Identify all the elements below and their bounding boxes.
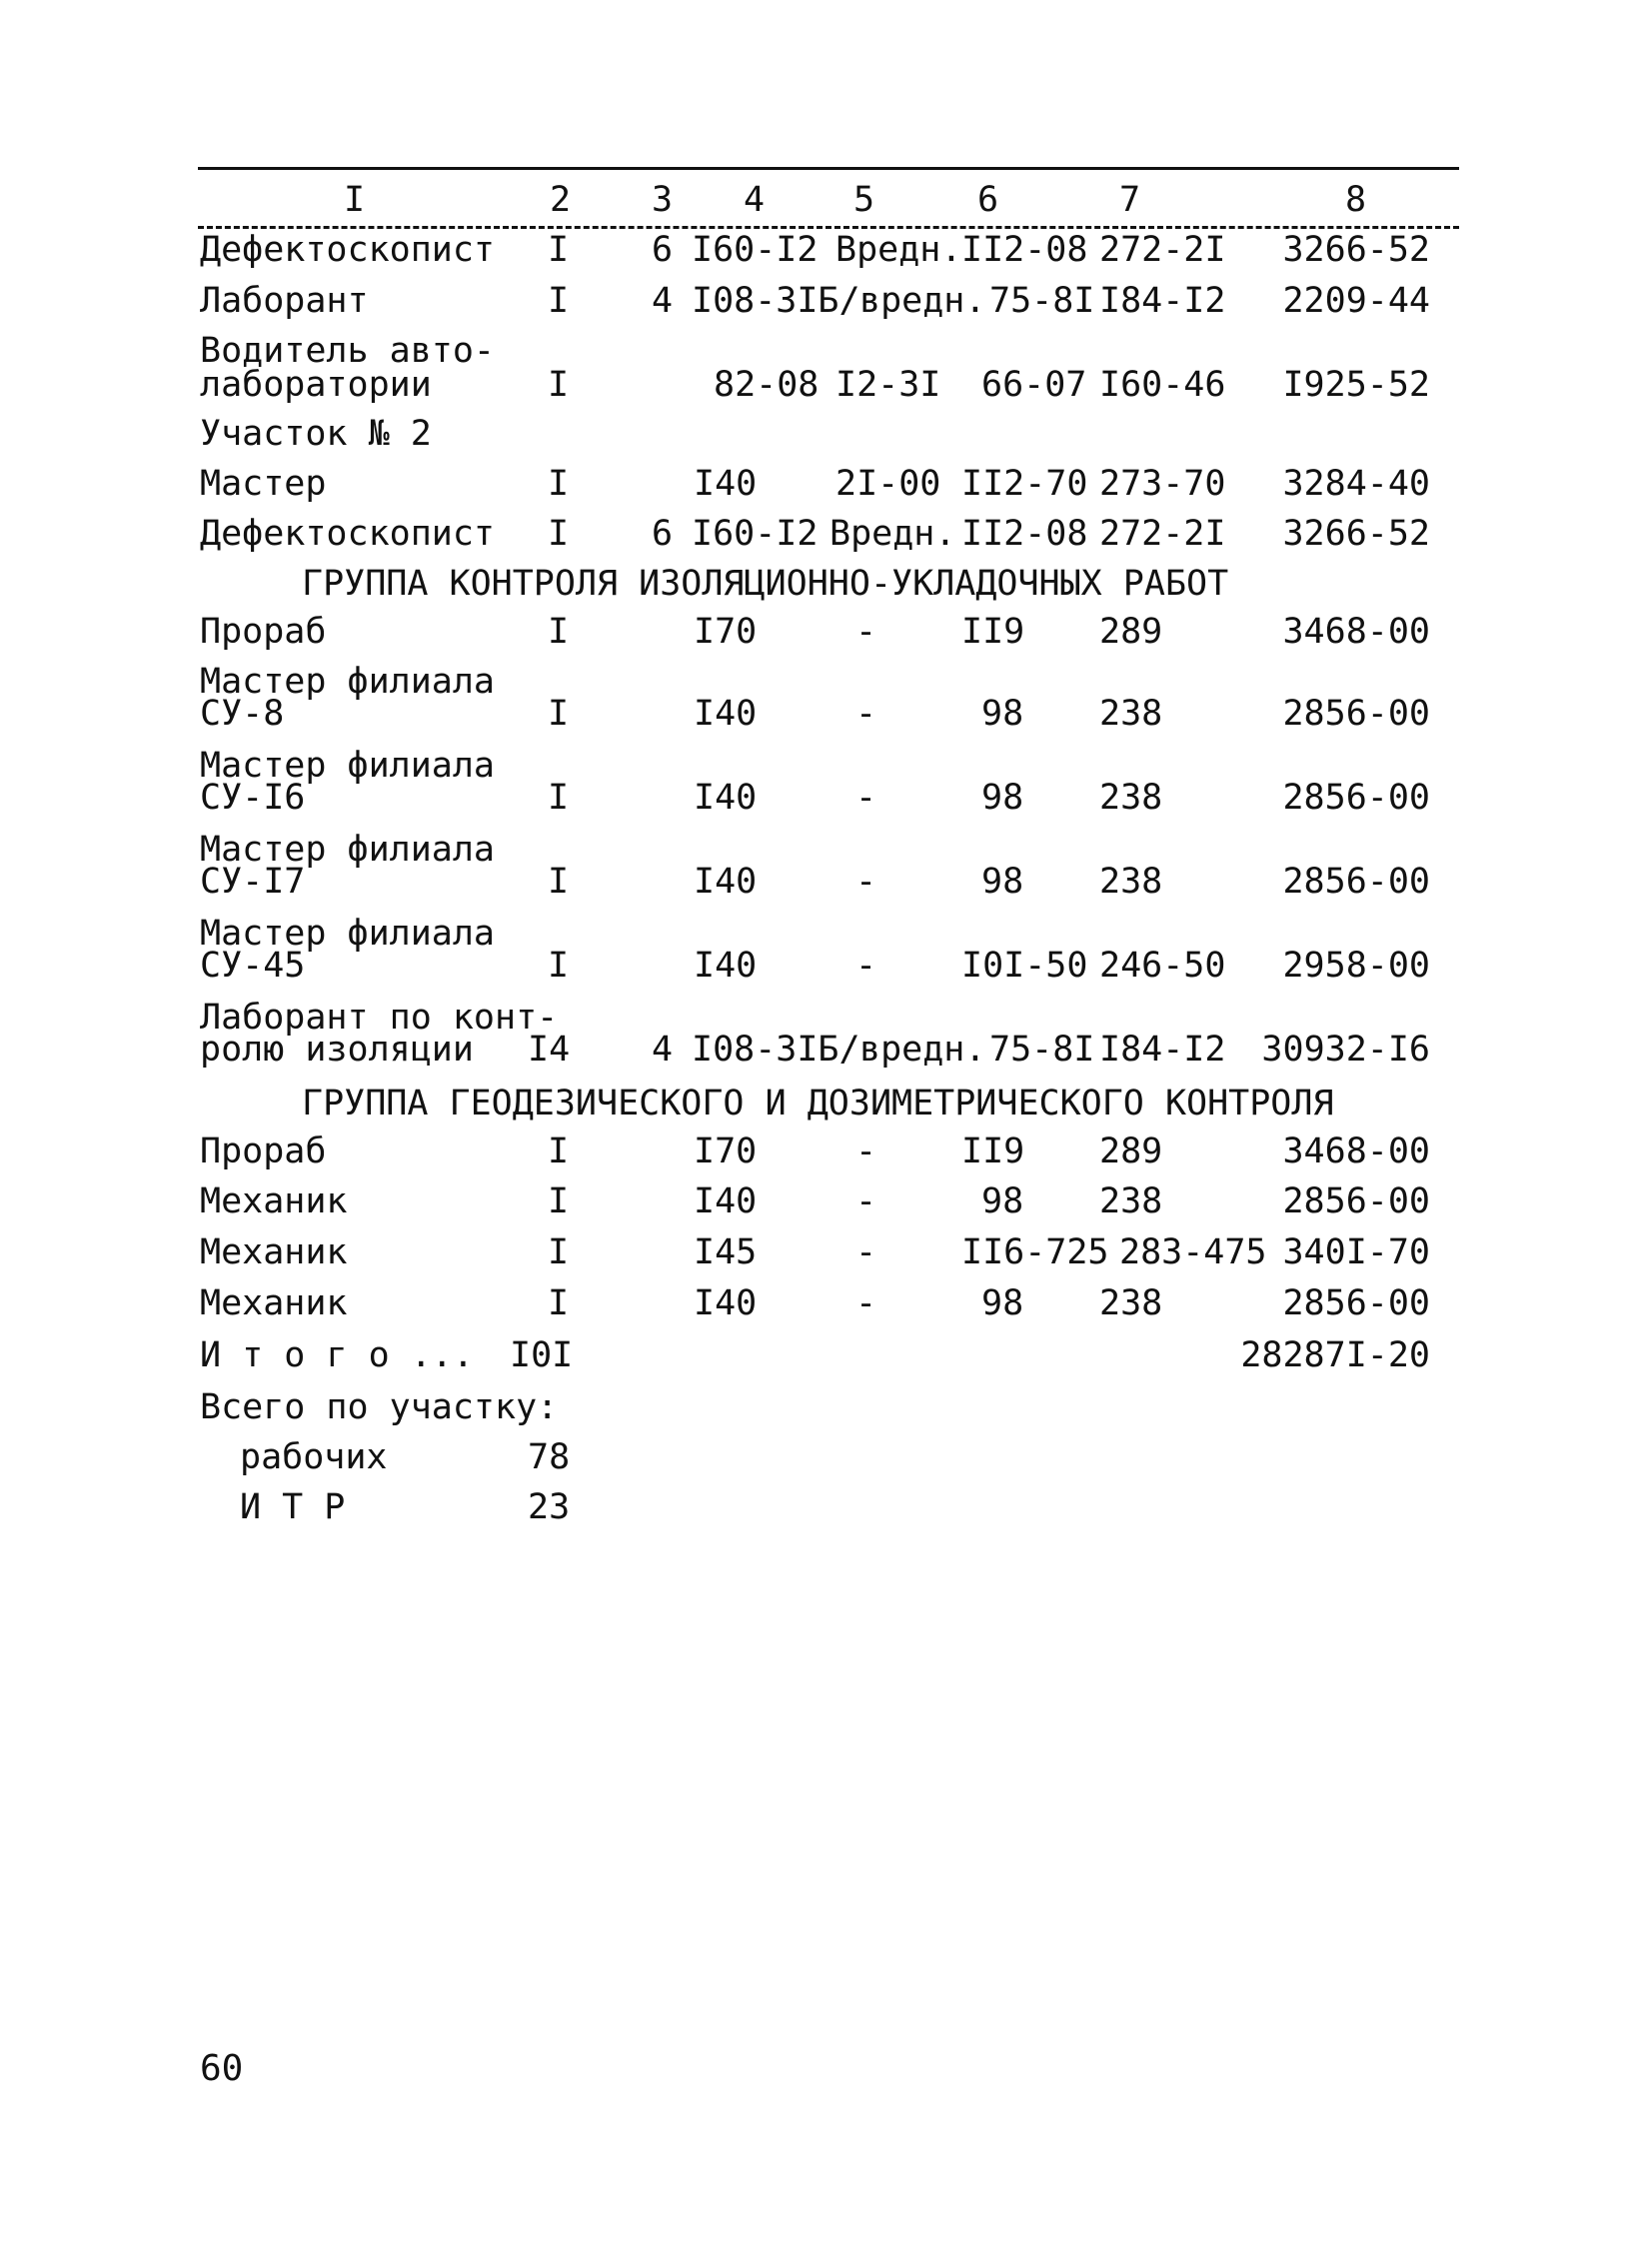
row-c4: I40 <box>694 1181 758 1221</box>
row-c4: I40 <box>694 694 758 734</box>
row-name-line2: СУ-I6 <box>200 778 306 818</box>
row-c8: 3266-52 <box>1282 514 1430 554</box>
row-c7: 283-475 <box>1119 1232 1267 1272</box>
row-c2: I <box>548 612 570 652</box>
row-c2: I <box>548 946 570 986</box>
top-rule <box>198 167 1459 170</box>
row-c3: 6 <box>652 514 674 554</box>
row-c6: 75-8I <box>989 1030 1095 1070</box>
row-c7: 238 <box>1099 778 1163 818</box>
row-c5: - <box>855 1131 877 1171</box>
row-name: Водитель авто- <box>200 331 496 371</box>
summary-title: Всего по участку: <box>200 1387 559 1427</box>
row-c4: I08-3IБ/ <box>692 1030 860 1070</box>
row-c6: 98 <box>981 1283 1024 1323</box>
itr-label: И Т Р <box>240 1487 346 1527</box>
row-name-line2: ролю изоляции <box>200 1030 474 1070</box>
row-c2: I <box>548 464 570 504</box>
row-c4: 82-08 <box>714 365 820 405</box>
total-sum: 28287I-20 <box>1240 1335 1430 1375</box>
row-c4: I70 <box>694 1131 758 1171</box>
row-c2: I <box>548 1131 570 1171</box>
row-c5: - <box>855 1232 877 1272</box>
row-c7: 289 <box>1099 612 1163 652</box>
col-header-7: 7 <box>1119 180 1141 220</box>
row-c8: I925-52 <box>1282 365 1430 405</box>
row-name: Участок № 2 <box>200 414 432 454</box>
row-c4: I45 <box>694 1232 758 1272</box>
row-c3: 4 <box>652 1030 674 1070</box>
row-c8: 340I-70 <box>1282 1232 1430 1272</box>
page-number: 60 <box>200 2048 244 2089</box>
row-name: Механик <box>200 1232 348 1272</box>
row-c5: вредн. <box>859 1030 986 1070</box>
row-c5: - <box>855 862 877 902</box>
row-c5: Вредн. <box>829 514 956 554</box>
itr-count: 23 <box>528 1487 571 1527</box>
row-c2: I <box>548 862 570 902</box>
row-c7: 238 <box>1099 1283 1163 1323</box>
row-c6: 98 <box>981 778 1024 818</box>
row-c8: 3468-00 <box>1282 1131 1430 1171</box>
row-c2: I <box>548 1181 570 1221</box>
row-c8: 2856-00 <box>1282 862 1430 902</box>
row-name: Дефектоскопист <box>200 514 496 554</box>
row-c5: - <box>855 612 877 652</box>
row-c7: I84-I2 <box>1099 1030 1226 1070</box>
row-c6: II9 <box>961 612 1025 652</box>
row-c8: 3284-40 <box>1282 464 1430 504</box>
row-c4: I40 <box>694 946 758 986</box>
row-c6: I0I-50 <box>961 946 1088 986</box>
row-name: Механик <box>200 1181 348 1221</box>
row-c4: I40 <box>694 862 758 902</box>
row-c7: 238 <box>1099 862 1163 902</box>
row-c8: 3468-00 <box>1282 612 1430 652</box>
column-header <box>198 178 1459 229</box>
row-c6: II2-70 <box>961 464 1088 504</box>
row-c3: 6 <box>652 230 674 270</box>
row-name: Дефектоскопист <box>200 230 496 270</box>
row-c5: - <box>855 1283 877 1323</box>
row-c6: 75-8I <box>989 281 1095 321</box>
row-name: Мастер филиала <box>200 662 496 702</box>
row-c5: вредн. <box>859 281 986 321</box>
row-c2: I <box>548 1283 570 1323</box>
col-header-6: 6 <box>977 180 999 220</box>
col-header-8: 8 <box>1345 180 1367 220</box>
col-header-1: I <box>344 180 366 220</box>
row-c7: 246-50 <box>1099 946 1226 986</box>
row-c2: I <box>548 281 570 321</box>
row-c2: I <box>548 1232 570 1272</box>
row-name: Мастер филиала <box>200 830 496 870</box>
row-c8: 2856-00 <box>1282 1283 1430 1323</box>
row-c8: 3266-52 <box>1282 230 1430 270</box>
row-name: Механик <box>200 1283 348 1323</box>
row-c7: 272-2I <box>1099 514 1226 554</box>
row-c5: 2I-00 <box>835 464 941 504</box>
row-c2: I <box>548 778 570 818</box>
row-c7: 273-70 <box>1099 464 1226 504</box>
col-header-2: 2 <box>550 180 572 220</box>
row-c4: I70 <box>694 612 758 652</box>
col-header-4: 4 <box>744 180 766 220</box>
row-c6: II6-725 <box>961 1232 1109 1272</box>
row-name: Прораб <box>200 1131 327 1171</box>
row-c5: - <box>855 694 877 734</box>
row-c2: I <box>548 694 570 734</box>
row-c8: 30932-I6 <box>1261 1030 1430 1070</box>
row-c7: 289 <box>1099 1131 1163 1171</box>
row-c4: I40 <box>694 1283 758 1323</box>
row-c5: Вредн. <box>835 230 962 270</box>
row-c7: 238 <box>1099 694 1163 734</box>
row-c8: 2856-00 <box>1282 694 1430 734</box>
row-c2: I <box>548 230 570 270</box>
row-c4: I60-I2 <box>692 514 819 554</box>
row-c6: II2-08 <box>961 230 1088 270</box>
row-name: Лаборант по конт- <box>200 998 559 1038</box>
section-title: ГРУППА КОНТРОЛЯ ИЗОЛЯЦИОННО-УКЛАДОЧНЫХ РАБОТ <box>302 564 1229 604</box>
row-name: Мастер филиала <box>200 914 496 954</box>
row-c6: 98 <box>981 862 1024 902</box>
row-c7: 238 <box>1099 1181 1163 1221</box>
row-name: Мастер <box>200 464 327 504</box>
row-c7: I84-I2 <box>1099 281 1226 321</box>
row-name: Прораб <box>200 612 327 652</box>
row-c3: 4 <box>652 281 674 321</box>
row-c4: I60-I2 <box>692 230 819 270</box>
total-count: I0I <box>510 1335 574 1375</box>
col-header-3: 3 <box>652 180 674 220</box>
row-c6: II2-08 <box>961 514 1088 554</box>
row-c2: I <box>548 365 570 405</box>
row-name-line2: СУ-45 <box>200 946 306 986</box>
row-c7: I60-46 <box>1099 365 1226 405</box>
row-c8: 2209-44 <box>1282 281 1430 321</box>
col-header-5: 5 <box>853 180 875 220</box>
row-c4: I40 <box>694 778 758 818</box>
row-c4: I08-3IБ/ <box>692 281 860 321</box>
section-title: ГРУППА ГЕОДЕЗИЧЕСКОГО И ДОЗИМЕТРИЧЕСКОГО КОНТРОЛЯ <box>302 1084 1334 1123</box>
row-c4: I40 <box>694 464 758 504</box>
row-c2: I4 <box>528 1030 571 1070</box>
row-c7: 272-2I <box>1099 230 1226 270</box>
total-label: И т о г о ... <box>200 1335 474 1375</box>
row-c6: 98 <box>981 694 1024 734</box>
row-c5: - <box>855 946 877 986</box>
row-c8: 2958-00 <box>1282 946 1430 986</box>
row-name: Мастер филиала <box>200 746 496 786</box>
row-c5: I2-3I <box>835 365 941 405</box>
workers-count: 78 <box>528 1437 571 1477</box>
row-c6: 66-07 <box>981 365 1087 405</box>
workers-label: рабочих <box>240 1437 388 1477</box>
row-c5: - <box>855 1181 877 1221</box>
row-name: Лаборант <box>200 281 369 321</box>
row-name-line2: СУ-I7 <box>200 862 306 902</box>
row-c8: 2856-00 <box>1282 778 1430 818</box>
row-name-line2: СУ-8 <box>200 694 285 734</box>
row-c6: 98 <box>981 1181 1024 1221</box>
row-c6: II9 <box>961 1131 1025 1171</box>
row-c8: 2856-00 <box>1282 1181 1430 1221</box>
row-name-line2: лаборатории <box>200 365 432 405</box>
row-c2: I <box>548 514 570 554</box>
row-c5: - <box>855 778 877 818</box>
